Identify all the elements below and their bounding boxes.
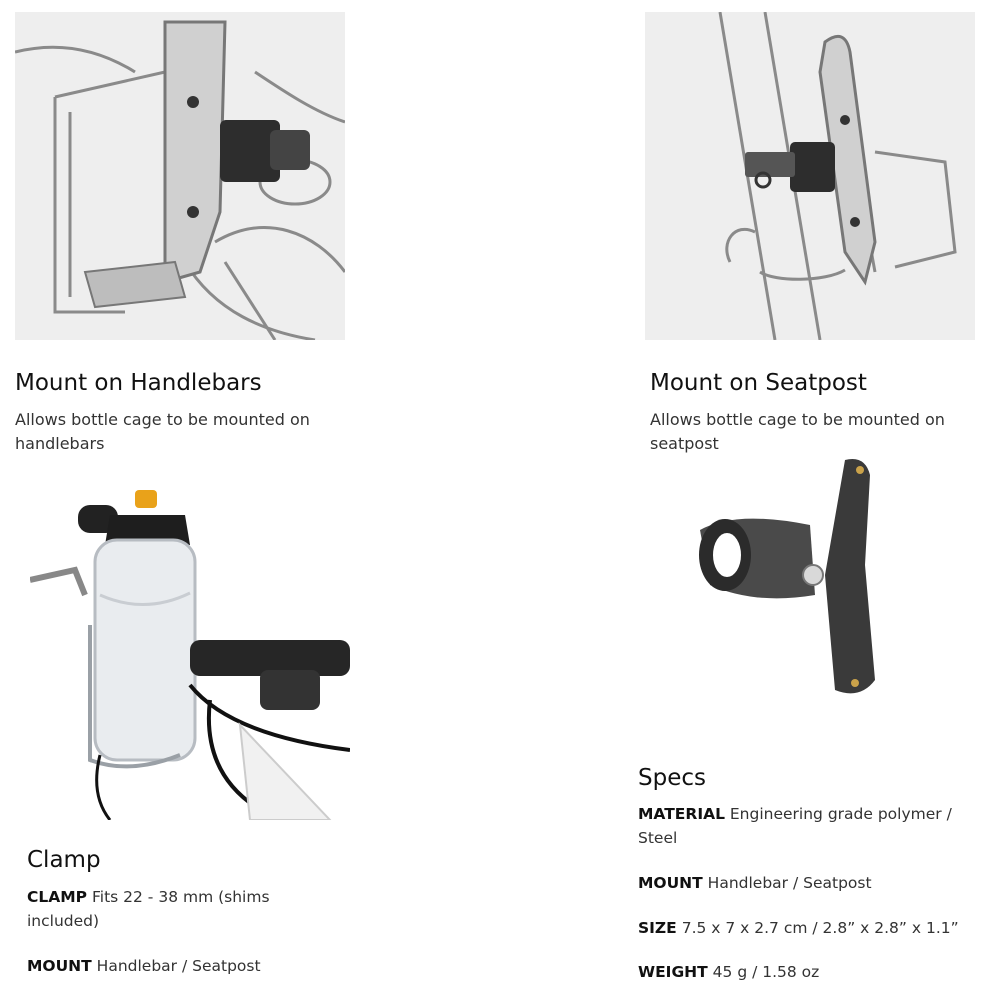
spec-label: CLAMP (27, 888, 88, 906)
spec-value: Fits 22 - 38 mm (shims included) (27, 888, 270, 930)
seatpost-description: Allows bottle cage to be mounted on seatpost (650, 410, 945, 453)
clamp-part-image (695, 455, 895, 700)
spec-label: MATERIAL (638, 805, 725, 823)
seatpost-mount-image (645, 12, 975, 340)
specs-row-mount (638, 871, 978, 895)
specs-row-material (638, 802, 978, 850)
handlebars-title: Mount on Handlebars (15, 370, 262, 396)
spec-label: MOUNT (27, 957, 92, 975)
spec-value: 7.5 x 7 x 2.7 cm / 2.8” x 2.8” x 1.1” (681, 919, 959, 937)
clamp-photo (30, 485, 350, 820)
spec-label: WEIGHT (638, 963, 708, 981)
handlebar-mount-illustration (15, 12, 345, 340)
seatpost-title: Mount on Seatpost (650, 370, 867, 396)
bottle-on-handlebar-photo (30, 485, 350, 820)
spec-value: 45 g / 1.58 oz (712, 963, 820, 981)
specs-title: Specs (638, 765, 706, 791)
spec-value: Handlebar / Seatpost (707, 874, 872, 892)
spec-label: MOUNT (638, 874, 703, 892)
seatpost-mount-illustration (645, 12, 975, 340)
clamp-title: Clamp (27, 847, 101, 873)
clamp-part-photo (695, 455, 895, 700)
clamp-row-mount (27, 954, 317, 978)
spec-value: Handlebar / Seatpost (96, 957, 261, 975)
specs-row-weight (638, 960, 978, 984)
handlebars-description: Allows bottle cage to be mounted on handlebars (15, 410, 310, 453)
handlebar-mount-image (15, 12, 345, 340)
spec-value: Engineering grade polymer / Steel (638, 805, 952, 847)
clamp-row-clamp (27, 885, 317, 933)
specs-row-size (638, 916, 983, 940)
spec-label: SIZE (638, 919, 677, 937)
